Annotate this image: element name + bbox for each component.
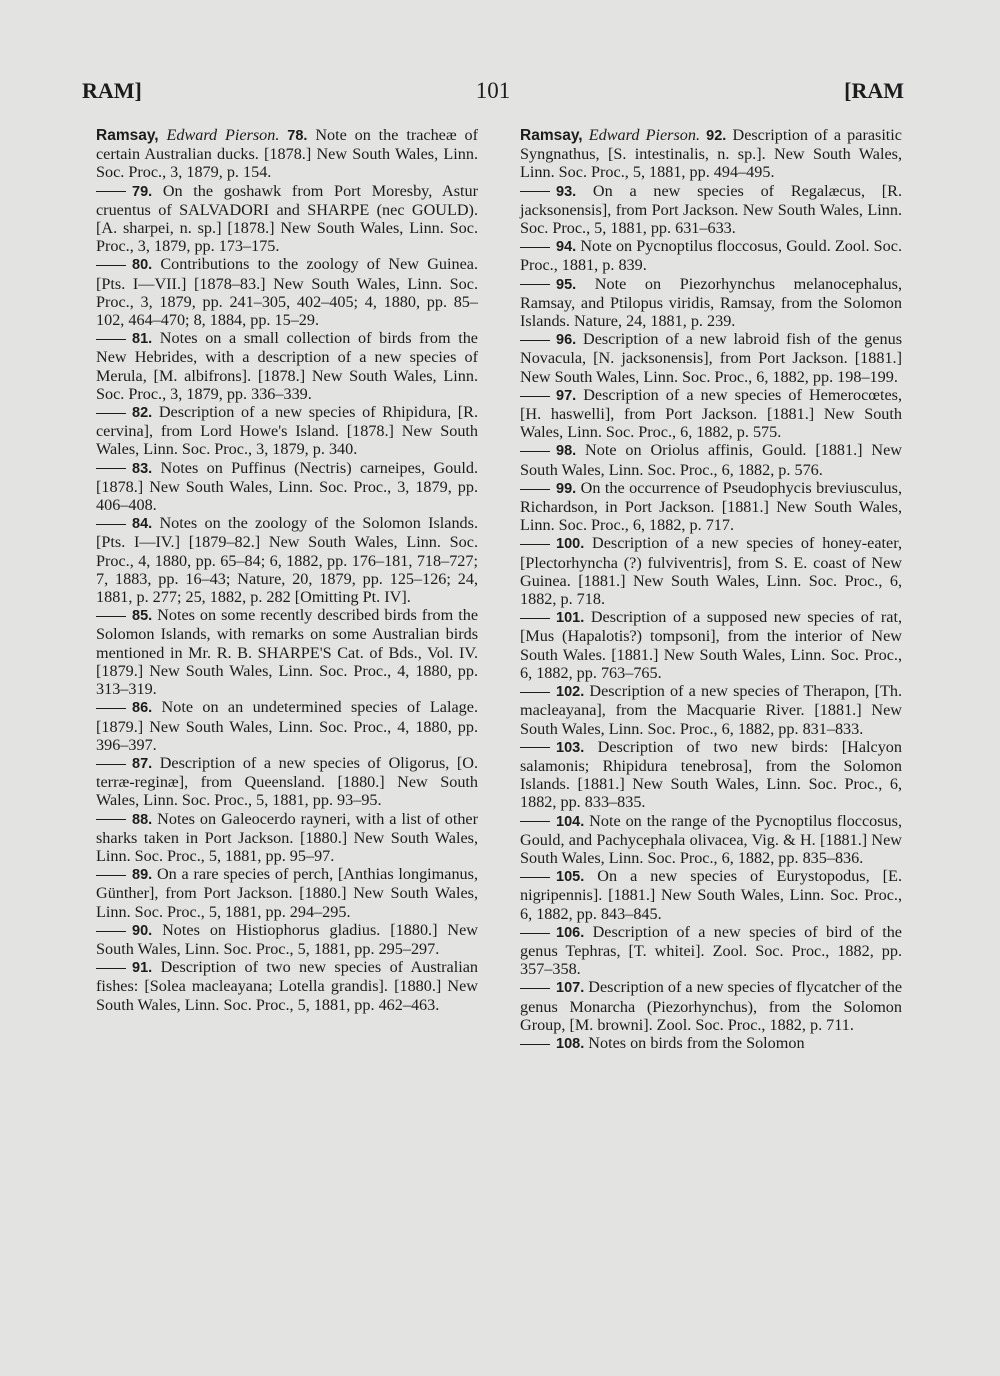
entry-text: Note on an undetermined species of Lalage. [1879.] New South Wales, Linn. Soc. Proc., 4, 1880, pp. 396–397. [96, 698, 478, 754]
entry-number: 96. [556, 332, 577, 349]
entry-number: 86. [132, 700, 153, 717]
entry-number: 101. [556, 610, 585, 627]
bibliography-entry [520, 182, 902, 238]
entry-number: 104. [556, 813, 585, 830]
entry-text: Note on Pycnoptilus floccosus, Gould. Zool. Soc. Proc., 1881, p. 839. [520, 237, 902, 275]
entry-number: 88. [132, 811, 153, 828]
bibliography-entry [520, 923, 902, 979]
entry-text: Description of two new species of Australian fishes: [Solea macleayana; Lotella grandis]. [1880.] New South Wales, Linn. Soc. Proc., 5, 1881, pp. 462–463. [96, 958, 478, 1014]
entry-number: 102. [556, 684, 585, 701]
ditto-dash [520, 933, 550, 934]
ditto-dash [96, 968, 126, 969]
ditto-dash [96, 468, 126, 469]
entry-number: 89. [132, 867, 153, 884]
entry-text: Description of a supposed new species of rat, [Mus (Hapalotis?) tompsoni], from the interior of New South Wales. [1881.] New South Wales, Linn. Soc. Proc., 6, 1882, pp. 763–765. [520, 608, 902, 682]
ditto-dash [96, 191, 126, 192]
ditto-dash [520, 618, 550, 619]
left-column [96, 126, 478, 1014]
ditto-dash [96, 524, 126, 525]
page-number: 101 [475, 78, 511, 103]
entry-number: 94. [556, 239, 577, 256]
bibliography-entry [520, 608, 902, 682]
bibliography-entry [96, 459, 478, 515]
entry-number: 99. [556, 480, 577, 497]
entry-text: Description of a new labroid fish of the genus Novacula, [N. jacksonensis], from Port Jackson. [1881.] New South Wales, Linn. Soc. Proc., 6, 1882, pp. 198–199. [520, 330, 902, 386]
entry-text: On a new species of Eurystopodus, [E. nigripennis]. [1881.] New South Wales, Linn. Soc. Proc., 6, 1882, pp. 843–845. [520, 867, 902, 923]
entry-number: 84. [132, 516, 153, 533]
ditto-dash [520, 692, 550, 693]
entry-text: Note on the range of the Pycnoptilus floccosus, Gould, and Pachycephala olivacea, Vig. & H. [1881.] New South Wales, Linn. Soc. Proc., 6, 1882, pp. 835–836. [520, 811, 902, 867]
entry-number: 85. [132, 608, 153, 625]
entry-text: Description of a new species of bird of the genus Tephras, [T. whitei]. Zool. Soc. Proc., 1882, pp. 357–358. [520, 922, 902, 979]
bibliography-entry [96, 921, 478, 958]
header-right: [RAM [844, 78, 904, 103]
ditto-dash [96, 819, 126, 820]
bibliography-entry [96, 403, 478, 459]
entry-number: 82. [132, 405, 153, 422]
bibliography-entry [520, 237, 902, 274]
bibliography-entry [96, 182, 478, 256]
ditto-dash [520, 284, 550, 285]
ditto-dash [520, 451, 550, 452]
bibliography-entry [520, 978, 902, 1034]
bibliography-entry [96, 958, 478, 1014]
bibliography-entry [520, 386, 902, 442]
entry-text: Description of a new species of Hemerocœtes, [H. haswelli], from Port Jackson. [1881.] New South Wales, Linn. Soc. Proc., 6, 1882, p. 575. [520, 385, 902, 442]
entry-text: Description of a new species of Therapon, [Th. macleayana], from the Macquarie River. [1881.] New South Wales, Linn. Soc. Proc., 6, 1882, pp. 831–833. [520, 682, 902, 738]
entry-text: Description of two new birds: [Halcyon salamonis; Rhipidura tenebrosa], from the Solomon Islands. [1881.] New South Wales, Linn. Soc. Proc., 6, 1882, pp. 833–835. [520, 737, 902, 812]
entry-text: Description of a new species of Oligorus, [O. terræ-reginæ], from Queensland. [1880.] New South Wales, Linn. Soc. Proc., 5, 1881, pp. 93–95. [96, 753, 478, 810]
bibliography-entry [520, 330, 902, 386]
bibliography-entry [520, 682, 902, 738]
bibliography-entry [520, 275, 902, 331]
entry-number: 80. [132, 257, 153, 274]
bibliography-entry [520, 738, 902, 812]
entry-text: On the goshawk from Port Moresby, Astur cruentus of SALVADORI and SHARPE (nec GOULD). [A. sharpei, n. sp.] [1878.] New South Wales, Linn. Soc. Proc., 3, 1879, pp. 173–175. [96, 181, 478, 256]
bibliography-entry [520, 534, 902, 608]
entry-number: 91. [132, 960, 153, 977]
bibliography-entry [96, 126, 478, 182]
entry-number: 105. [556, 869, 585, 886]
ditto-dash [520, 877, 550, 878]
ditto-dash [520, 747, 550, 748]
entry-text: Notes on birds from the Solomon [584, 1033, 805, 1052]
ditto-dash [96, 265, 126, 266]
ditto-dash [96, 931, 126, 932]
ditto-dash [520, 247, 550, 248]
entry-text: Notes on some recently described birds from the Solomon Islands, with remarks on some Australian birds mentioned in Mr. R. B. SHARPE'S Cat. of Bds., Vol. IV. [1879.] New South Wales, Linn. Soc. Proc., 4, 1880, pp. 313–319. [96, 606, 478, 699]
entry-number: 98. [556, 443, 577, 460]
entry-text: Contributions to the zoology of New Guinea. [Pts. I—VII.] [1878–83.] New South Wales, Linn. Soc. Proc., 3, 1879, pp. 241–305, 402–405; 4, 1880, pp. 85–102, 464–470; 8, 1884, pp. 15–29. [96, 255, 478, 330]
entry-number: 92. [706, 128, 727, 144]
ditto-dash [520, 340, 550, 341]
entry-text: On a new species of Regalæcus, [R. jacksonensis], from Port Jackson. New South Wales, Linn. Soc. Proc., 5, 1881, pp. 631–633. [520, 181, 902, 238]
bibliography-entry [520, 1034, 902, 1053]
entry-number: 87. [132, 755, 153, 772]
author-given-names: Edward Pierson. [588, 126, 701, 144]
entry-text: Description of a new species of flycatcher of the genus Monarcha (Piezorhynchus), from the Solomon Group, [M. browni]. Zool. Soc. Proc., 1882, p. 711. [520, 978, 903, 1034]
bibliography-entry [96, 255, 478, 329]
ditto-dash [520, 1044, 550, 1045]
entry-number: 103. [556, 739, 585, 756]
entry-number: 107. [556, 980, 585, 997]
entry-number: 95. [556, 276, 577, 293]
entry-text: Note on Piezorhynchus melanocephalus, Ramsay, and Ptilopus viridis, Ramsay, from the Solomon Islands. Nature, 24, 1881, p. 239. [520, 274, 902, 331]
ditto-dash [520, 191, 550, 192]
bibliography-entry [520, 441, 902, 478]
ditto-dash [96, 413, 126, 414]
entry-text: Notes on the zoology of the Solomon Islands. [Pts. I—IV.] [1879–82.] New South Wales, Linn. Soc. Proc., 4, 1880, pp. 65–84; 6, 1882, pp. 176–181, 718–727; 7, 1883, pp. 16–43; Nature, 20, 1879, pp. 125–126; 24, 1881, p. 277; 25, 1882, p. 282 [Omitting Pt. IV]. [96, 514, 478, 607]
entry-text: Notes on Galeocerdo rayneri, with a list of other sharks taken in Port Jackson. [1880.] New South Wales, Linn. Soc. Proc., 5, 1881, pp. 95–97. [96, 809, 478, 865]
ditto-dash [96, 764, 126, 765]
bibliography-entry [96, 698, 478, 754]
author-given-names: Edward Pierson. [166, 126, 280, 144]
entry-text: Notes on Puffinus (Nectris) carneipes, Gould. [1878.] New South Wales, Linn. Soc. Proc., 3, 1879, pp. 406–408. [96, 458, 478, 515]
bibliography-entry [96, 810, 478, 866]
entry-text: Description of a new species of Rhipidura, [R. cervina], from Lord Howe's Island. [1878.] New South Wales, Linn. Soc. Proc., 3, 1879, p. 340. [96, 403, 478, 459]
entry-text: Description of a new species of honey-eater, [Plectorhyncha (?) fulviventris], from S. E. coast of New Guinea. [1881.] New South Wales, Linn. Soc. Proc., 6, 1882, p. 718. [520, 534, 902, 609]
ditto-dash [520, 489, 550, 490]
author-surname: Ramsay, [520, 127, 583, 144]
entry-text: Note on Oriolus affinis, Gould. [1881.] New South Wales, Linn. Soc. Proc., 6, 1882, p. 576. [520, 441, 902, 479]
ditto-dash [520, 988, 550, 989]
running-header [82, 78, 904, 114]
bibliography-entry [520, 812, 902, 868]
entry-number: 81. [132, 331, 153, 348]
bibliography-entry [96, 329, 478, 403]
entry-number: 97. [556, 387, 577, 404]
entry-number: 93. [556, 183, 577, 200]
entry-text: Description of a parasitic Syngnathus, [S. intestinalis, n. sp.]. New South Wales, Linn. Soc. Proc., 5, 1881, pp. 494–495. [520, 126, 902, 182]
header-left: RAM] [82, 78, 142, 103]
bibliography-entry [96, 865, 478, 921]
ditto-dash [96, 875, 126, 876]
entry-number: 106. [556, 924, 585, 941]
entry-text: Note on the tracheæ of certain Australian ducks. [1878.] New South Wales, Linn. Soc. Proc., 3, 1879, p. 154. [96, 126, 478, 182]
bibliography-entry [520, 126, 902, 182]
entry-number: 78. [287, 128, 308, 144]
entry-text: On a rare species of perch, [Anthias longimanus, Günther], from Port Jackson. [1880.] New South Wales, Linn. Soc. Proc., 5, 1881, pp. 294–295. [96, 865, 478, 921]
entry-text: On the occurrence of Pseudophycis breviusculus, Richardson, in Port Jackson. [1881.] New South Wales, Linn. Soc. Proc., 6, 1882, p. 717. [520, 478, 902, 535]
bibliography-entry [520, 867, 902, 923]
bibliography-entry [96, 514, 478, 606]
entry-number: 83. [132, 460, 153, 477]
ditto-dash [520, 821, 550, 822]
entry-number: 90. [132, 922, 153, 939]
entry-text: Notes on a small collection of birds from the New Hebrides, with a description of a new species of Merula, [M. albifrons]. [1878.] New South Wales, Linn. Soc. Proc., 3, 1879, pp. 336–339. [96, 329, 478, 403]
entry-number: 108. [556, 1035, 585, 1052]
author-surname: Ramsay, [96, 127, 159, 144]
ditto-dash [520, 544, 550, 545]
entry-text: Notes on Histiophorus gladius. [1880.] New South Wales, Linn. Soc. Proc., 5, 1881, pp. 295–297. [96, 920, 478, 958]
bibliography-entry [520, 479, 902, 535]
bibliography-entry [96, 606, 478, 698]
entry-number: 100. [556, 536, 585, 553]
ditto-dash [96, 708, 126, 709]
ditto-dash [96, 616, 126, 617]
ditto-dash [520, 396, 550, 397]
bibliography-entry [96, 754, 478, 810]
ditto-dash [96, 339, 126, 340]
right-column [520, 126, 902, 1053]
entry-number: 79. [132, 183, 153, 200]
